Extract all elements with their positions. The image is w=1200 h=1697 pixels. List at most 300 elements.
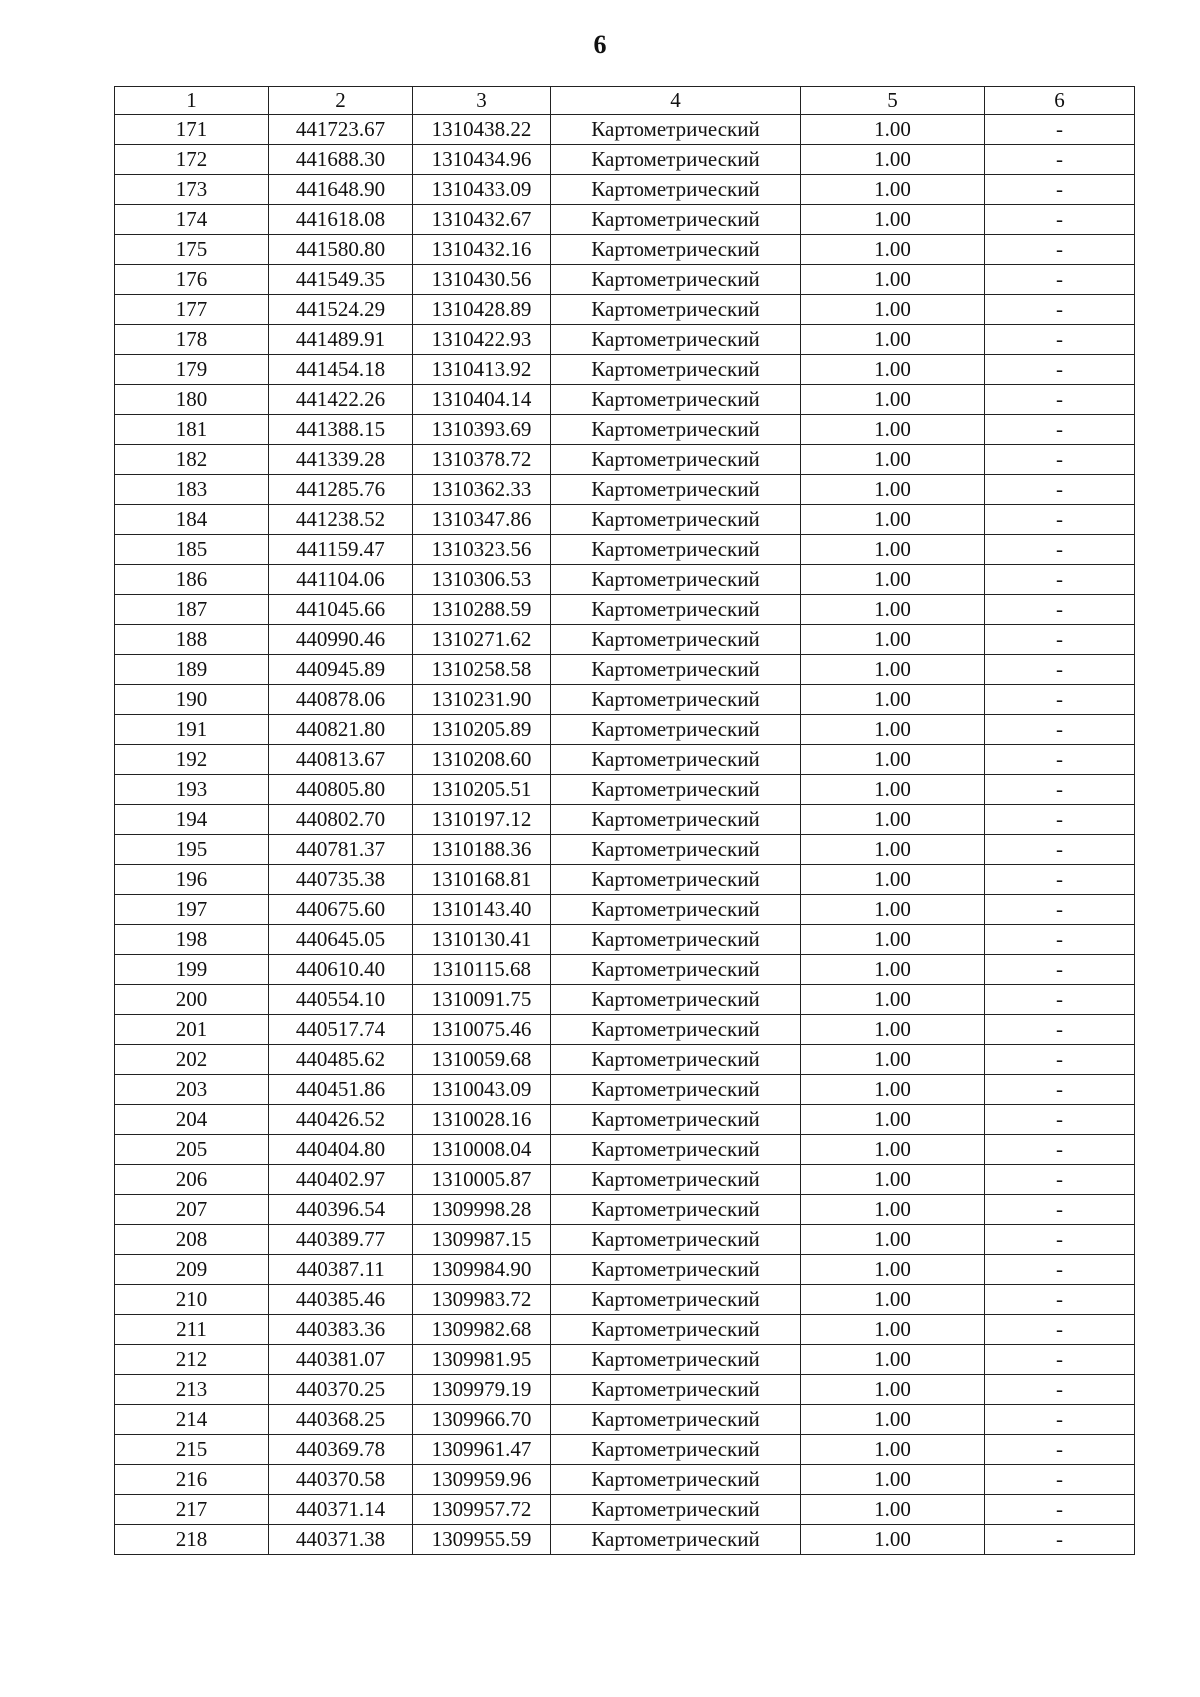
description-cell: - — [985, 355, 1135, 385]
method-cell: Картометрический — [551, 1135, 801, 1165]
point-number-cell: 182 — [115, 445, 269, 475]
accuracy-cell: 1.00 — [801, 1015, 985, 1045]
x-coordinate-cell: 440369.78 — [269, 1435, 413, 1465]
table-row — [115, 1255, 1135, 1285]
point-number-cell: 181 — [115, 415, 269, 445]
description-cell: - — [985, 235, 1135, 265]
y-coordinate-cell: 1310115.68 — [413, 955, 551, 985]
method-cell: Картометрический — [551, 235, 801, 265]
y-coordinate-cell: 1310208.60 — [413, 745, 551, 775]
accuracy-cell: 1.00 — [801, 655, 985, 685]
x-coordinate-cell: 440821.80 — [269, 715, 413, 745]
x-coordinate-cell: 440645.05 — [269, 925, 413, 955]
point-number-cell: 207 — [115, 1195, 269, 1225]
accuracy-cell: 1.00 — [801, 1435, 985, 1465]
method-cell: Картометрический — [551, 415, 801, 445]
table-row — [115, 685, 1135, 715]
accuracy-cell: 1.00 — [801, 775, 985, 805]
description-cell: - — [985, 505, 1135, 535]
y-coordinate-cell: 1309966.70 — [413, 1405, 551, 1435]
table-row — [115, 1465, 1135, 1495]
y-coordinate-cell: 1310008.04 — [413, 1135, 551, 1165]
x-coordinate-cell: 441388.15 — [269, 415, 413, 445]
point-number-cell: 215 — [115, 1435, 269, 1465]
method-cell: Картометрический — [551, 1345, 801, 1375]
table-row — [115, 175, 1135, 205]
accuracy-cell: 1.00 — [801, 265, 985, 295]
y-coordinate-cell: 1310168.81 — [413, 865, 551, 895]
description-cell: - — [985, 775, 1135, 805]
column-header-1: 1 — [115, 87, 269, 115]
y-coordinate-cell: 1310043.09 — [413, 1075, 551, 1105]
method-cell: Картометрический — [551, 1315, 801, 1345]
table-row — [115, 505, 1135, 535]
point-number-cell: 178 — [115, 325, 269, 355]
y-coordinate-cell: 1309979.19 — [413, 1375, 551, 1405]
y-coordinate-cell: 1310393.69 — [413, 415, 551, 445]
x-coordinate-cell: 440371.14 — [269, 1495, 413, 1525]
method-cell: Картометрический — [551, 535, 801, 565]
table-row — [115, 1525, 1135, 1555]
description-cell: - — [985, 685, 1135, 715]
y-coordinate-cell: 1310432.16 — [413, 235, 551, 265]
accuracy-cell: 1.00 — [801, 745, 985, 775]
coordinates-table — [114, 86, 1135, 1555]
table-row — [115, 745, 1135, 775]
y-coordinate-cell: 1310075.46 — [413, 1015, 551, 1045]
table-row — [115, 445, 1135, 475]
method-cell: Картометрический — [551, 685, 801, 715]
description-cell: - — [985, 1075, 1135, 1105]
x-coordinate-cell: 441339.28 — [269, 445, 413, 475]
accuracy-cell: 1.00 — [801, 475, 985, 505]
x-coordinate-cell: 440368.25 — [269, 1405, 413, 1435]
x-coordinate-cell: 440554.10 — [269, 985, 413, 1015]
point-number-cell: 185 — [115, 535, 269, 565]
x-coordinate-cell: 440781.37 — [269, 835, 413, 865]
description-cell: - — [985, 1015, 1135, 1045]
x-coordinate-cell: 440402.97 — [269, 1165, 413, 1195]
description-cell: - — [985, 1465, 1135, 1495]
y-coordinate-cell: 1310205.51 — [413, 775, 551, 805]
method-cell: Картометрический — [551, 625, 801, 655]
accuracy-cell: 1.00 — [801, 505, 985, 535]
accuracy-cell: 1.00 — [801, 715, 985, 745]
accuracy-cell: 1.00 — [801, 385, 985, 415]
description-cell: - — [985, 295, 1135, 325]
point-number-cell: 202 — [115, 1045, 269, 1075]
accuracy-cell: 1.00 — [801, 205, 985, 235]
accuracy-cell: 1.00 — [801, 1075, 985, 1105]
method-cell: Картометрический — [551, 775, 801, 805]
description-cell: - — [985, 265, 1135, 295]
point-number-cell: 188 — [115, 625, 269, 655]
accuracy-cell: 1.00 — [801, 985, 985, 1015]
point-number-cell: 218 — [115, 1525, 269, 1555]
description-cell: - — [985, 865, 1135, 895]
x-coordinate-cell: 440735.38 — [269, 865, 413, 895]
table-row — [115, 955, 1135, 985]
x-coordinate-cell: 440383.36 — [269, 1315, 413, 1345]
point-number-cell: 192 — [115, 745, 269, 775]
description-cell: - — [985, 715, 1135, 745]
x-coordinate-cell: 440389.77 — [269, 1225, 413, 1255]
point-number-cell: 171 — [115, 115, 269, 145]
description-cell: - — [985, 955, 1135, 985]
method-cell: Картометрический — [551, 1525, 801, 1555]
table-row — [115, 385, 1135, 415]
point-number-cell: 205 — [115, 1135, 269, 1165]
table-row — [115, 475, 1135, 505]
description-cell: - — [985, 475, 1135, 505]
y-coordinate-cell: 1310130.41 — [413, 925, 551, 955]
description-cell: - — [985, 1195, 1135, 1225]
method-cell: Картометрический — [551, 1195, 801, 1225]
x-coordinate-cell: 441104.06 — [269, 565, 413, 595]
point-number-cell: 217 — [115, 1495, 269, 1525]
point-number-cell: 210 — [115, 1285, 269, 1315]
description-cell: - — [985, 805, 1135, 835]
y-coordinate-cell: 1310271.62 — [413, 625, 551, 655]
y-coordinate-cell: 1310306.53 — [413, 565, 551, 595]
y-coordinate-cell: 1310197.12 — [413, 805, 551, 835]
point-number-cell: 184 — [115, 505, 269, 535]
x-coordinate-cell: 441723.67 — [269, 115, 413, 145]
table-row — [115, 265, 1135, 295]
method-cell: Картометрический — [551, 595, 801, 625]
column-header-4: 4 — [551, 87, 801, 115]
x-coordinate-cell: 440485.62 — [269, 1045, 413, 1075]
method-cell: Картометрический — [551, 385, 801, 415]
point-number-cell: 198 — [115, 925, 269, 955]
accuracy-cell: 1.00 — [801, 1255, 985, 1285]
table-row — [115, 1105, 1135, 1135]
y-coordinate-cell: 1310413.92 — [413, 355, 551, 385]
x-coordinate-cell: 440675.60 — [269, 895, 413, 925]
description-cell: - — [985, 1315, 1135, 1345]
accuracy-cell: 1.00 — [801, 955, 985, 985]
method-cell: Картометрический — [551, 835, 801, 865]
table-row — [115, 715, 1135, 745]
accuracy-cell: 1.00 — [801, 805, 985, 835]
y-coordinate-cell: 1310434.96 — [413, 145, 551, 175]
table-row — [115, 775, 1135, 805]
x-coordinate-cell: 441045.66 — [269, 595, 413, 625]
y-coordinate-cell: 1310378.72 — [413, 445, 551, 475]
accuracy-cell: 1.00 — [801, 865, 985, 895]
point-number-cell: 211 — [115, 1315, 269, 1345]
description-cell: - — [985, 655, 1135, 685]
point-number-cell: 190 — [115, 685, 269, 715]
table-row — [115, 865, 1135, 895]
table-row — [115, 1165, 1135, 1195]
point-number-cell: 193 — [115, 775, 269, 805]
accuracy-cell: 1.00 — [801, 1225, 985, 1255]
x-coordinate-cell: 440990.46 — [269, 625, 413, 655]
table-body — [115, 115, 1135, 1555]
accuracy-cell: 1.00 — [801, 295, 985, 325]
point-number-cell: 212 — [115, 1345, 269, 1375]
page-number: 6 — [593, 30, 607, 59]
x-coordinate-cell: 440387.11 — [269, 1255, 413, 1285]
point-number-cell: 183 — [115, 475, 269, 505]
table-row — [115, 1345, 1135, 1375]
table-row — [115, 1315, 1135, 1345]
description-cell: - — [985, 1225, 1135, 1255]
method-cell: Картометрический — [551, 655, 801, 685]
table-row — [115, 295, 1135, 325]
method-cell: Картометрический — [551, 1465, 801, 1495]
point-number-cell: 200 — [115, 985, 269, 1015]
table-row — [115, 565, 1135, 595]
description-cell: - — [985, 175, 1135, 205]
description-cell: - — [985, 1105, 1135, 1135]
x-coordinate-cell: 440371.38 — [269, 1525, 413, 1555]
point-number-cell: 195 — [115, 835, 269, 865]
point-number-cell: 208 — [115, 1225, 269, 1255]
accuracy-cell: 1.00 — [801, 1105, 985, 1135]
x-coordinate-cell: 440396.54 — [269, 1195, 413, 1225]
method-cell: Картометрический — [551, 325, 801, 355]
accuracy-cell: 1.00 — [801, 595, 985, 625]
table-row — [115, 985, 1135, 1015]
method-cell: Картометрический — [551, 1375, 801, 1405]
x-coordinate-cell: 440385.46 — [269, 1285, 413, 1315]
table-row — [115, 1225, 1135, 1255]
y-coordinate-cell: 1309987.15 — [413, 1225, 551, 1255]
x-coordinate-cell: 440610.40 — [269, 955, 413, 985]
table-row — [115, 205, 1135, 235]
method-cell: Картометрический — [551, 1285, 801, 1315]
description-cell: - — [985, 1285, 1135, 1315]
method-cell: Картометрический — [551, 1165, 801, 1195]
table-row — [115, 325, 1135, 355]
y-coordinate-cell: 1310422.93 — [413, 325, 551, 355]
table-row — [115, 925, 1135, 955]
description-cell: - — [985, 1495, 1135, 1525]
table-row — [115, 595, 1135, 625]
method-cell: Картометрический — [551, 895, 801, 925]
x-coordinate-cell: 440878.06 — [269, 685, 413, 715]
x-coordinate-cell: 440805.80 — [269, 775, 413, 805]
table-row — [115, 235, 1135, 265]
method-cell: Картометрический — [551, 805, 801, 835]
accuracy-cell: 1.00 — [801, 1135, 985, 1165]
y-coordinate-cell: 1310231.90 — [413, 685, 551, 715]
method-cell: Картометрический — [551, 445, 801, 475]
method-cell: Картометрический — [551, 1495, 801, 1525]
y-coordinate-cell: 1310059.68 — [413, 1045, 551, 1075]
method-cell: Картометрический — [551, 715, 801, 745]
description-cell: - — [985, 325, 1135, 355]
x-coordinate-cell: 441648.90 — [269, 175, 413, 205]
accuracy-cell: 1.00 — [801, 325, 985, 355]
method-cell: Картометрический — [551, 745, 801, 775]
accuracy-cell: 1.00 — [801, 565, 985, 595]
description-cell: - — [985, 625, 1135, 655]
y-coordinate-cell: 1309998.28 — [413, 1195, 551, 1225]
accuracy-cell: 1.00 — [801, 1195, 985, 1225]
description-cell: - — [985, 1405, 1135, 1435]
y-coordinate-cell: 1309957.72 — [413, 1495, 551, 1525]
method-cell: Картометрический — [551, 145, 801, 175]
y-coordinate-cell: 1309961.47 — [413, 1435, 551, 1465]
point-number-cell: 199 — [115, 955, 269, 985]
x-coordinate-cell: 440802.70 — [269, 805, 413, 835]
point-number-cell: 206 — [115, 1165, 269, 1195]
description-cell: - — [985, 1375, 1135, 1405]
column-header-5: 5 — [801, 87, 985, 115]
method-cell: Картометрический — [551, 1105, 801, 1135]
x-coordinate-cell: 440451.86 — [269, 1075, 413, 1105]
x-coordinate-cell: 440404.80 — [269, 1135, 413, 1165]
table-row — [115, 1405, 1135, 1435]
point-number-cell: 197 — [115, 895, 269, 925]
table-row — [115, 1285, 1135, 1315]
x-coordinate-cell: 441238.52 — [269, 505, 413, 535]
accuracy-cell: 1.00 — [801, 895, 985, 925]
x-coordinate-cell: 441688.30 — [269, 145, 413, 175]
point-number-cell: 191 — [115, 715, 269, 745]
x-coordinate-cell: 440517.74 — [269, 1015, 413, 1045]
column-header-6: 6 — [985, 87, 1135, 115]
accuracy-cell: 1.00 — [801, 1375, 985, 1405]
description-cell: - — [985, 1435, 1135, 1465]
table-row — [115, 355, 1135, 385]
accuracy-cell: 1.00 — [801, 1315, 985, 1345]
method-cell: Картометрический — [551, 1435, 801, 1465]
accuracy-cell: 1.00 — [801, 1495, 985, 1525]
description-cell: - — [985, 925, 1135, 955]
y-coordinate-cell: 1310188.36 — [413, 835, 551, 865]
accuracy-cell: 1.00 — [801, 175, 985, 205]
point-number-cell: 209 — [115, 1255, 269, 1285]
accuracy-cell: 1.00 — [801, 1165, 985, 1195]
method-cell: Картометрический — [551, 985, 801, 1015]
method-cell: Картометрический — [551, 265, 801, 295]
table-row — [115, 535, 1135, 565]
y-coordinate-cell: 1310347.86 — [413, 505, 551, 535]
y-coordinate-cell: 1309984.90 — [413, 1255, 551, 1285]
table-row — [115, 1075, 1135, 1105]
table-row — [115, 1375, 1135, 1405]
accuracy-cell: 1.00 — [801, 355, 985, 385]
accuracy-cell: 1.00 — [801, 1465, 985, 1495]
y-coordinate-cell: 1310428.89 — [413, 295, 551, 325]
table-row — [115, 1045, 1135, 1075]
y-coordinate-cell: 1310432.67 — [413, 205, 551, 235]
description-cell: - — [985, 445, 1135, 475]
y-coordinate-cell: 1309982.68 — [413, 1315, 551, 1345]
description-cell: - — [985, 205, 1135, 235]
description-cell: - — [985, 1135, 1135, 1165]
x-coordinate-cell: 441422.26 — [269, 385, 413, 415]
description-cell: - — [985, 835, 1135, 865]
x-coordinate-cell: 440426.52 — [269, 1105, 413, 1135]
table-row — [115, 115, 1135, 145]
description-cell: - — [985, 145, 1135, 175]
point-number-cell: 172 — [115, 145, 269, 175]
x-coordinate-cell: 441580.80 — [269, 235, 413, 265]
y-coordinate-cell: 1310430.56 — [413, 265, 551, 295]
y-coordinate-cell: 1310005.87 — [413, 1165, 551, 1195]
method-cell: Картометрический — [551, 925, 801, 955]
description-cell: - — [985, 895, 1135, 925]
table-row — [115, 835, 1135, 865]
method-cell: Картометрический — [551, 295, 801, 325]
accuracy-cell: 1.00 — [801, 415, 985, 445]
table-row — [115, 1195, 1135, 1225]
point-number-cell: 204 — [115, 1105, 269, 1135]
point-number-cell: 216 — [115, 1465, 269, 1495]
table-row — [115, 625, 1135, 655]
method-cell: Картометрический — [551, 355, 801, 385]
table-row — [115, 1015, 1135, 1045]
accuracy-cell: 1.00 — [801, 685, 985, 715]
point-number-cell: 176 — [115, 265, 269, 295]
accuracy-cell: 1.00 — [801, 835, 985, 865]
column-header-2: 2 — [269, 87, 413, 115]
point-number-cell: 213 — [115, 1375, 269, 1405]
point-number-cell: 196 — [115, 865, 269, 895]
method-cell: Картометрический — [551, 1255, 801, 1285]
point-number-cell: 175 — [115, 235, 269, 265]
point-number-cell: 174 — [115, 205, 269, 235]
x-coordinate-cell: 440813.67 — [269, 745, 413, 775]
accuracy-cell: 1.00 — [801, 1045, 985, 1075]
y-coordinate-cell: 1309959.96 — [413, 1465, 551, 1495]
y-coordinate-cell: 1310438.22 — [413, 115, 551, 145]
point-number-cell: 173 — [115, 175, 269, 205]
description-cell: - — [985, 1165, 1135, 1195]
accuracy-cell: 1.00 — [801, 535, 985, 565]
y-coordinate-cell: 1310091.75 — [413, 985, 551, 1015]
x-coordinate-cell: 441159.47 — [269, 535, 413, 565]
x-coordinate-cell: 441549.35 — [269, 265, 413, 295]
description-cell: - — [985, 535, 1135, 565]
point-number-cell: 201 — [115, 1015, 269, 1045]
description-cell: - — [985, 415, 1135, 445]
x-coordinate-cell: 441618.08 — [269, 205, 413, 235]
x-coordinate-cell: 441285.76 — [269, 475, 413, 505]
table-row — [115, 805, 1135, 835]
accuracy-cell: 1.00 — [801, 1525, 985, 1555]
method-cell: Картометрический — [551, 505, 801, 535]
method-cell: Картометрический — [551, 955, 801, 985]
method-cell: Картометрический — [551, 1405, 801, 1435]
method-cell: Картометрический — [551, 1015, 801, 1045]
description-cell: - — [985, 385, 1135, 415]
method-cell: Картометрический — [551, 175, 801, 205]
method-cell: Картометрический — [551, 475, 801, 505]
description-cell: - — [985, 1525, 1135, 1555]
x-coordinate-cell: 441524.29 — [269, 295, 413, 325]
table-row — [115, 655, 1135, 685]
y-coordinate-cell: 1310288.59 — [413, 595, 551, 625]
header-row — [115, 87, 1135, 115]
table-row — [115, 1495, 1135, 1525]
description-cell: - — [985, 1045, 1135, 1075]
accuracy-cell: 1.00 — [801, 1345, 985, 1375]
method-cell: Картометрический — [551, 565, 801, 595]
table-row — [115, 145, 1135, 175]
description-cell: - — [985, 1345, 1135, 1375]
accuracy-cell: 1.00 — [801, 235, 985, 265]
x-coordinate-cell: 440945.89 — [269, 655, 413, 685]
point-number-cell: 194 — [115, 805, 269, 835]
description-cell: - — [985, 115, 1135, 145]
accuracy-cell: 1.00 — [801, 115, 985, 145]
